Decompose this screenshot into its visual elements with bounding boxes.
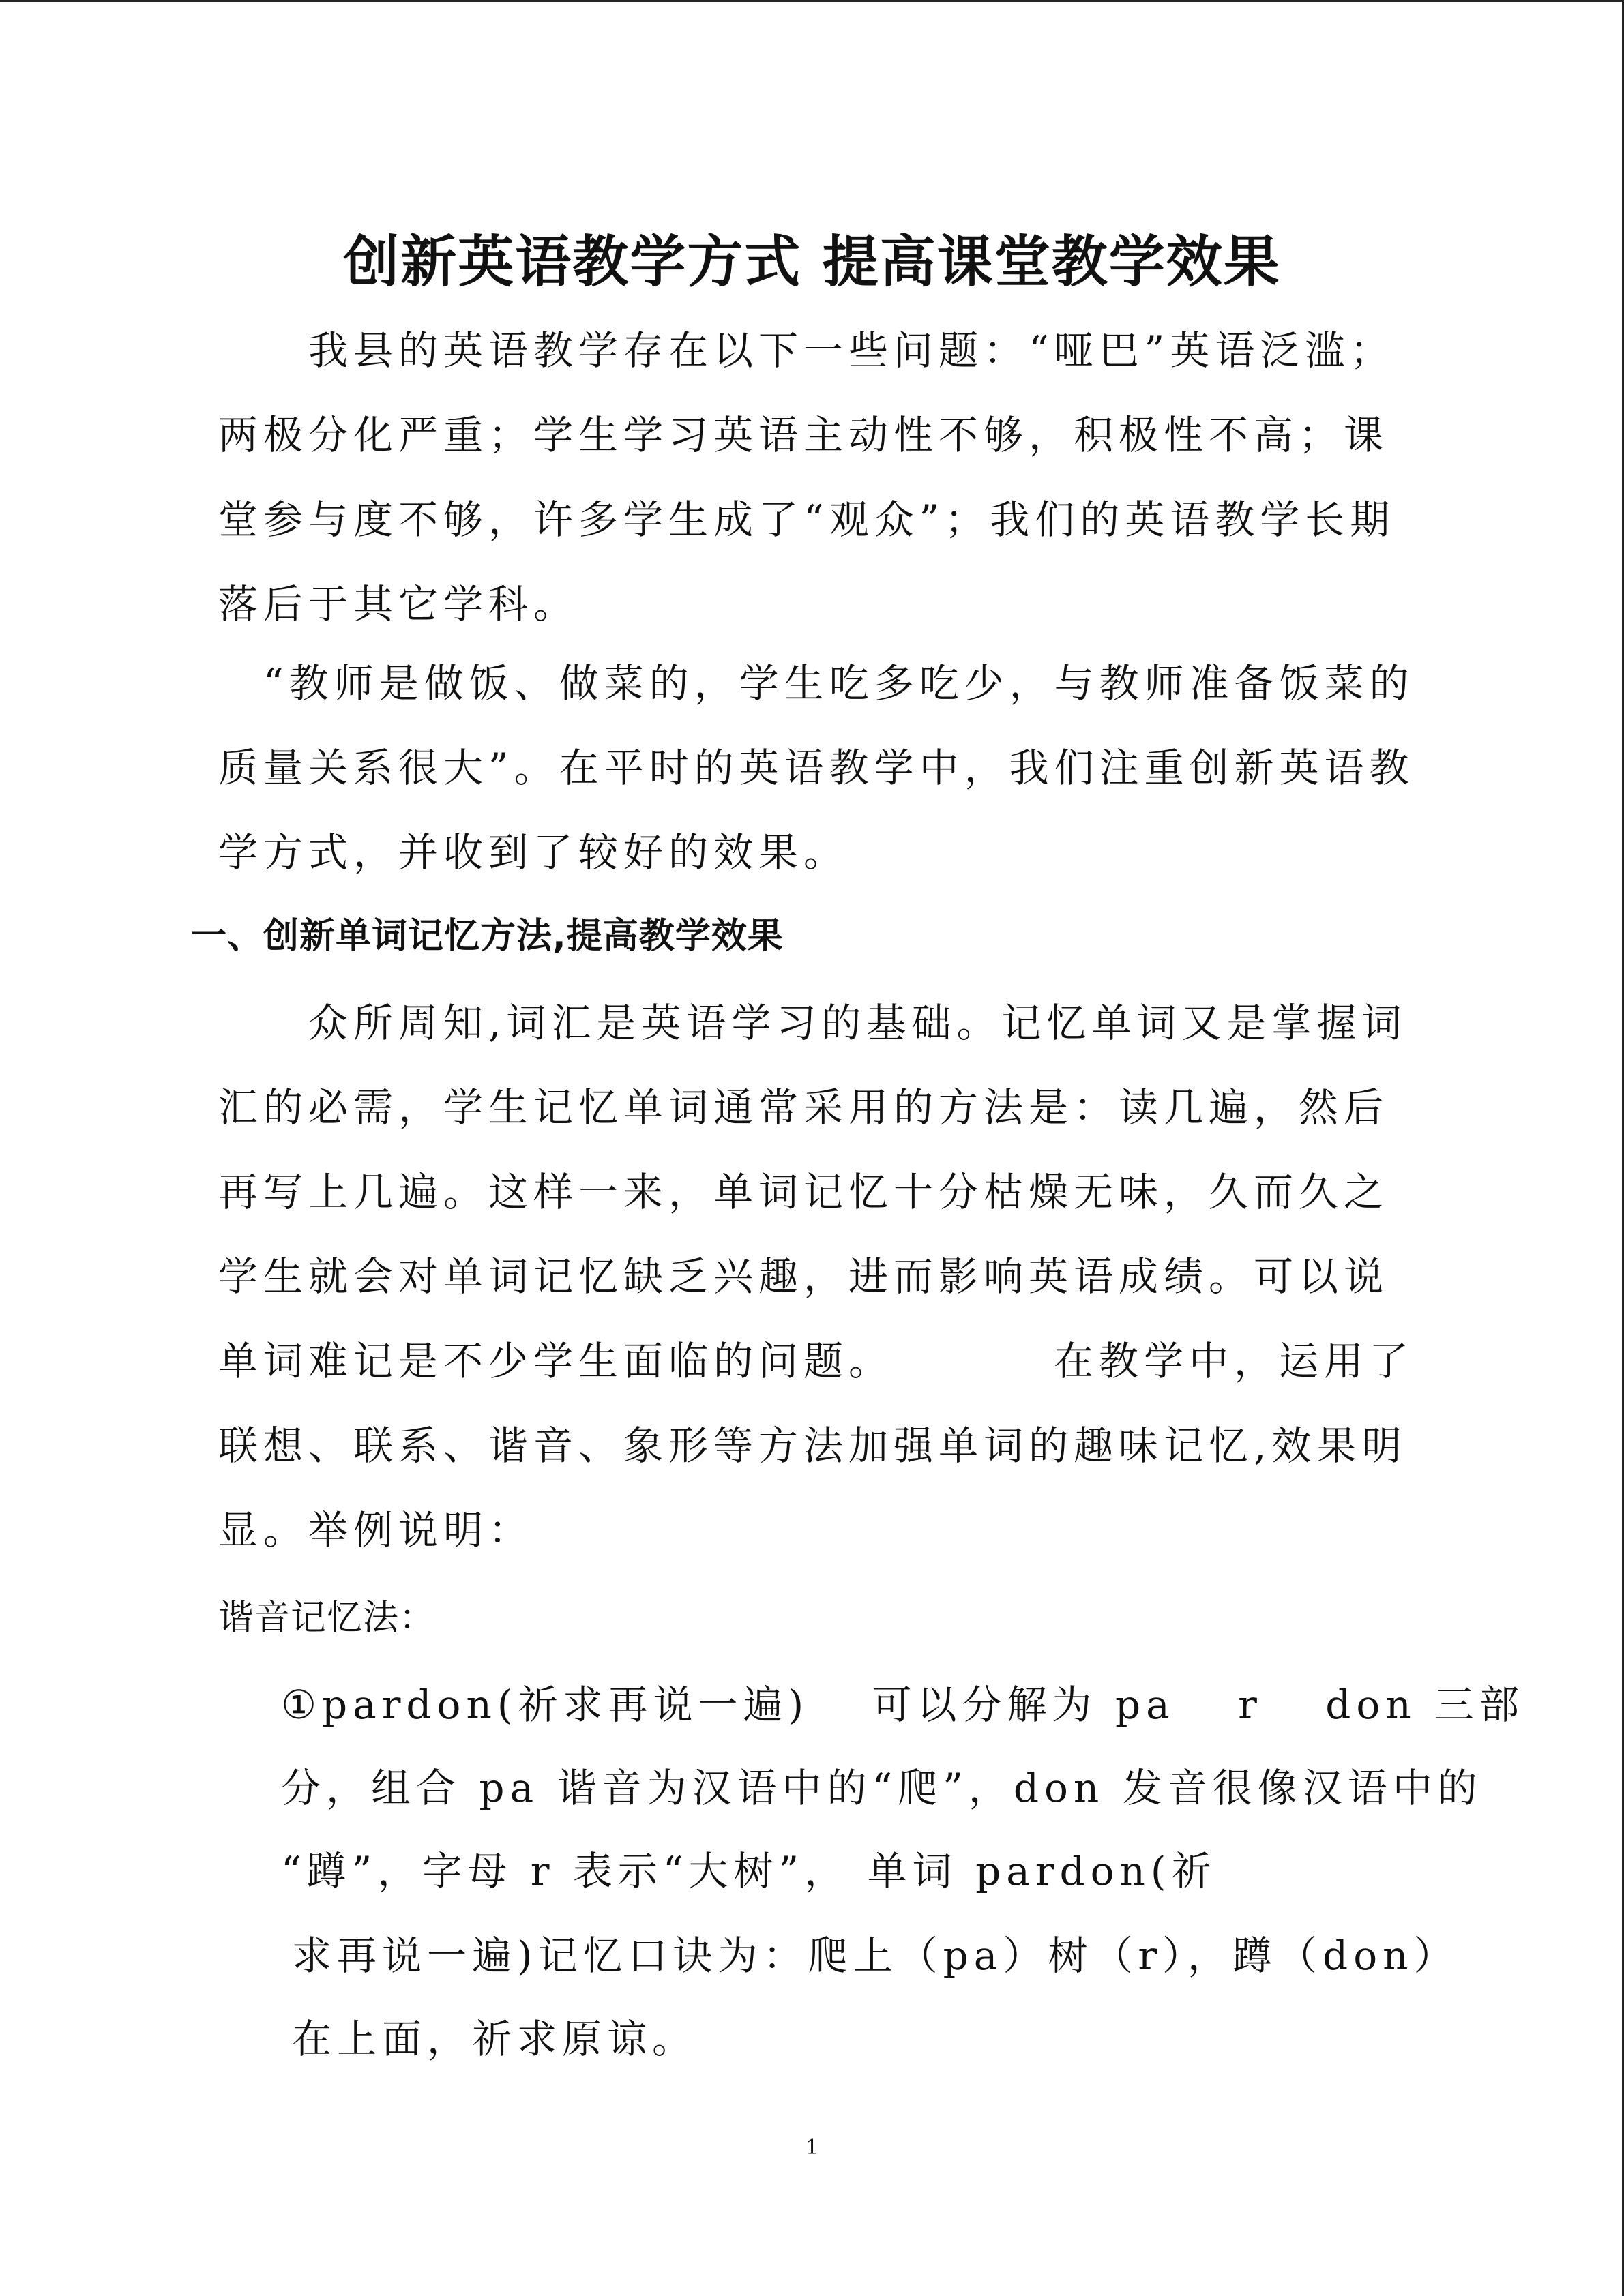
- example-line: 在上面，祈求原谅。: [292, 2016, 698, 2062]
- example-line: “蹲”，字母 r 表示“大树”， 单词 pardon(祈: [281, 1848, 1217, 1894]
- document-title: 创新英语教学方式 提高课堂教学效果: [343, 230, 1281, 295]
- example-line: ①pardon(祈求再说一遍) 可以分解为 pa r don 三部: [281, 1682, 1525, 1728]
- page-border-top: [0, 0, 1624, 2]
- section-paragraph-word-memory: 众所周知,词汇是英语学习的基础。记忆单词又是掌握词汇的必需，学生记忆单词通常采用的方法是：读几遍，然后再写上几遍。这样一来，单词记忆十分枯燥无味，久而久之学生就会对单词记忆缺乏兴趣，进而影响英语成绩。可以说单词难记是不少学生面临的问题。 在教学中，运用了联想、联系、谐音、象形等方法加强单词的趣味记忆,效果明显。举例说明：: [218, 1000, 1415, 1553]
- quote-paragraph: “教师是做饭、做菜的，学生吃多吃少，与教师准备饭菜的质量关系很大”。在平时的英语教学中，我们注重创新英语教学方式，并收到了较好的效果。: [218, 660, 1415, 876]
- intro-paragraph: 我县的英语教学存在以下一些问题：“哑巴”英语泛滥；两极分化严重；学生学习英语主动性不够，积极性不高；课堂参与度不够，许多学生成了“观众”；我们的英语教学长期落后于其它学科。: [218, 327, 1396, 627]
- example-line: 分，组合 pa 谐音为汉语中的“爬”，don 发音很像汉语中的: [281, 1765, 1483, 1811]
- section-heading-word-memory: 一、创新单词记忆方法,提高教学效果: [191, 916, 784, 957]
- page-number: 1: [805, 2136, 819, 2160]
- method-heading-homophone: 谐音记忆法：: [218, 1598, 436, 1639]
- example-line: 求再说一遍)记忆口诀为：爬上（pa）树（r），蹲（don）: [292, 1933, 1459, 1979]
